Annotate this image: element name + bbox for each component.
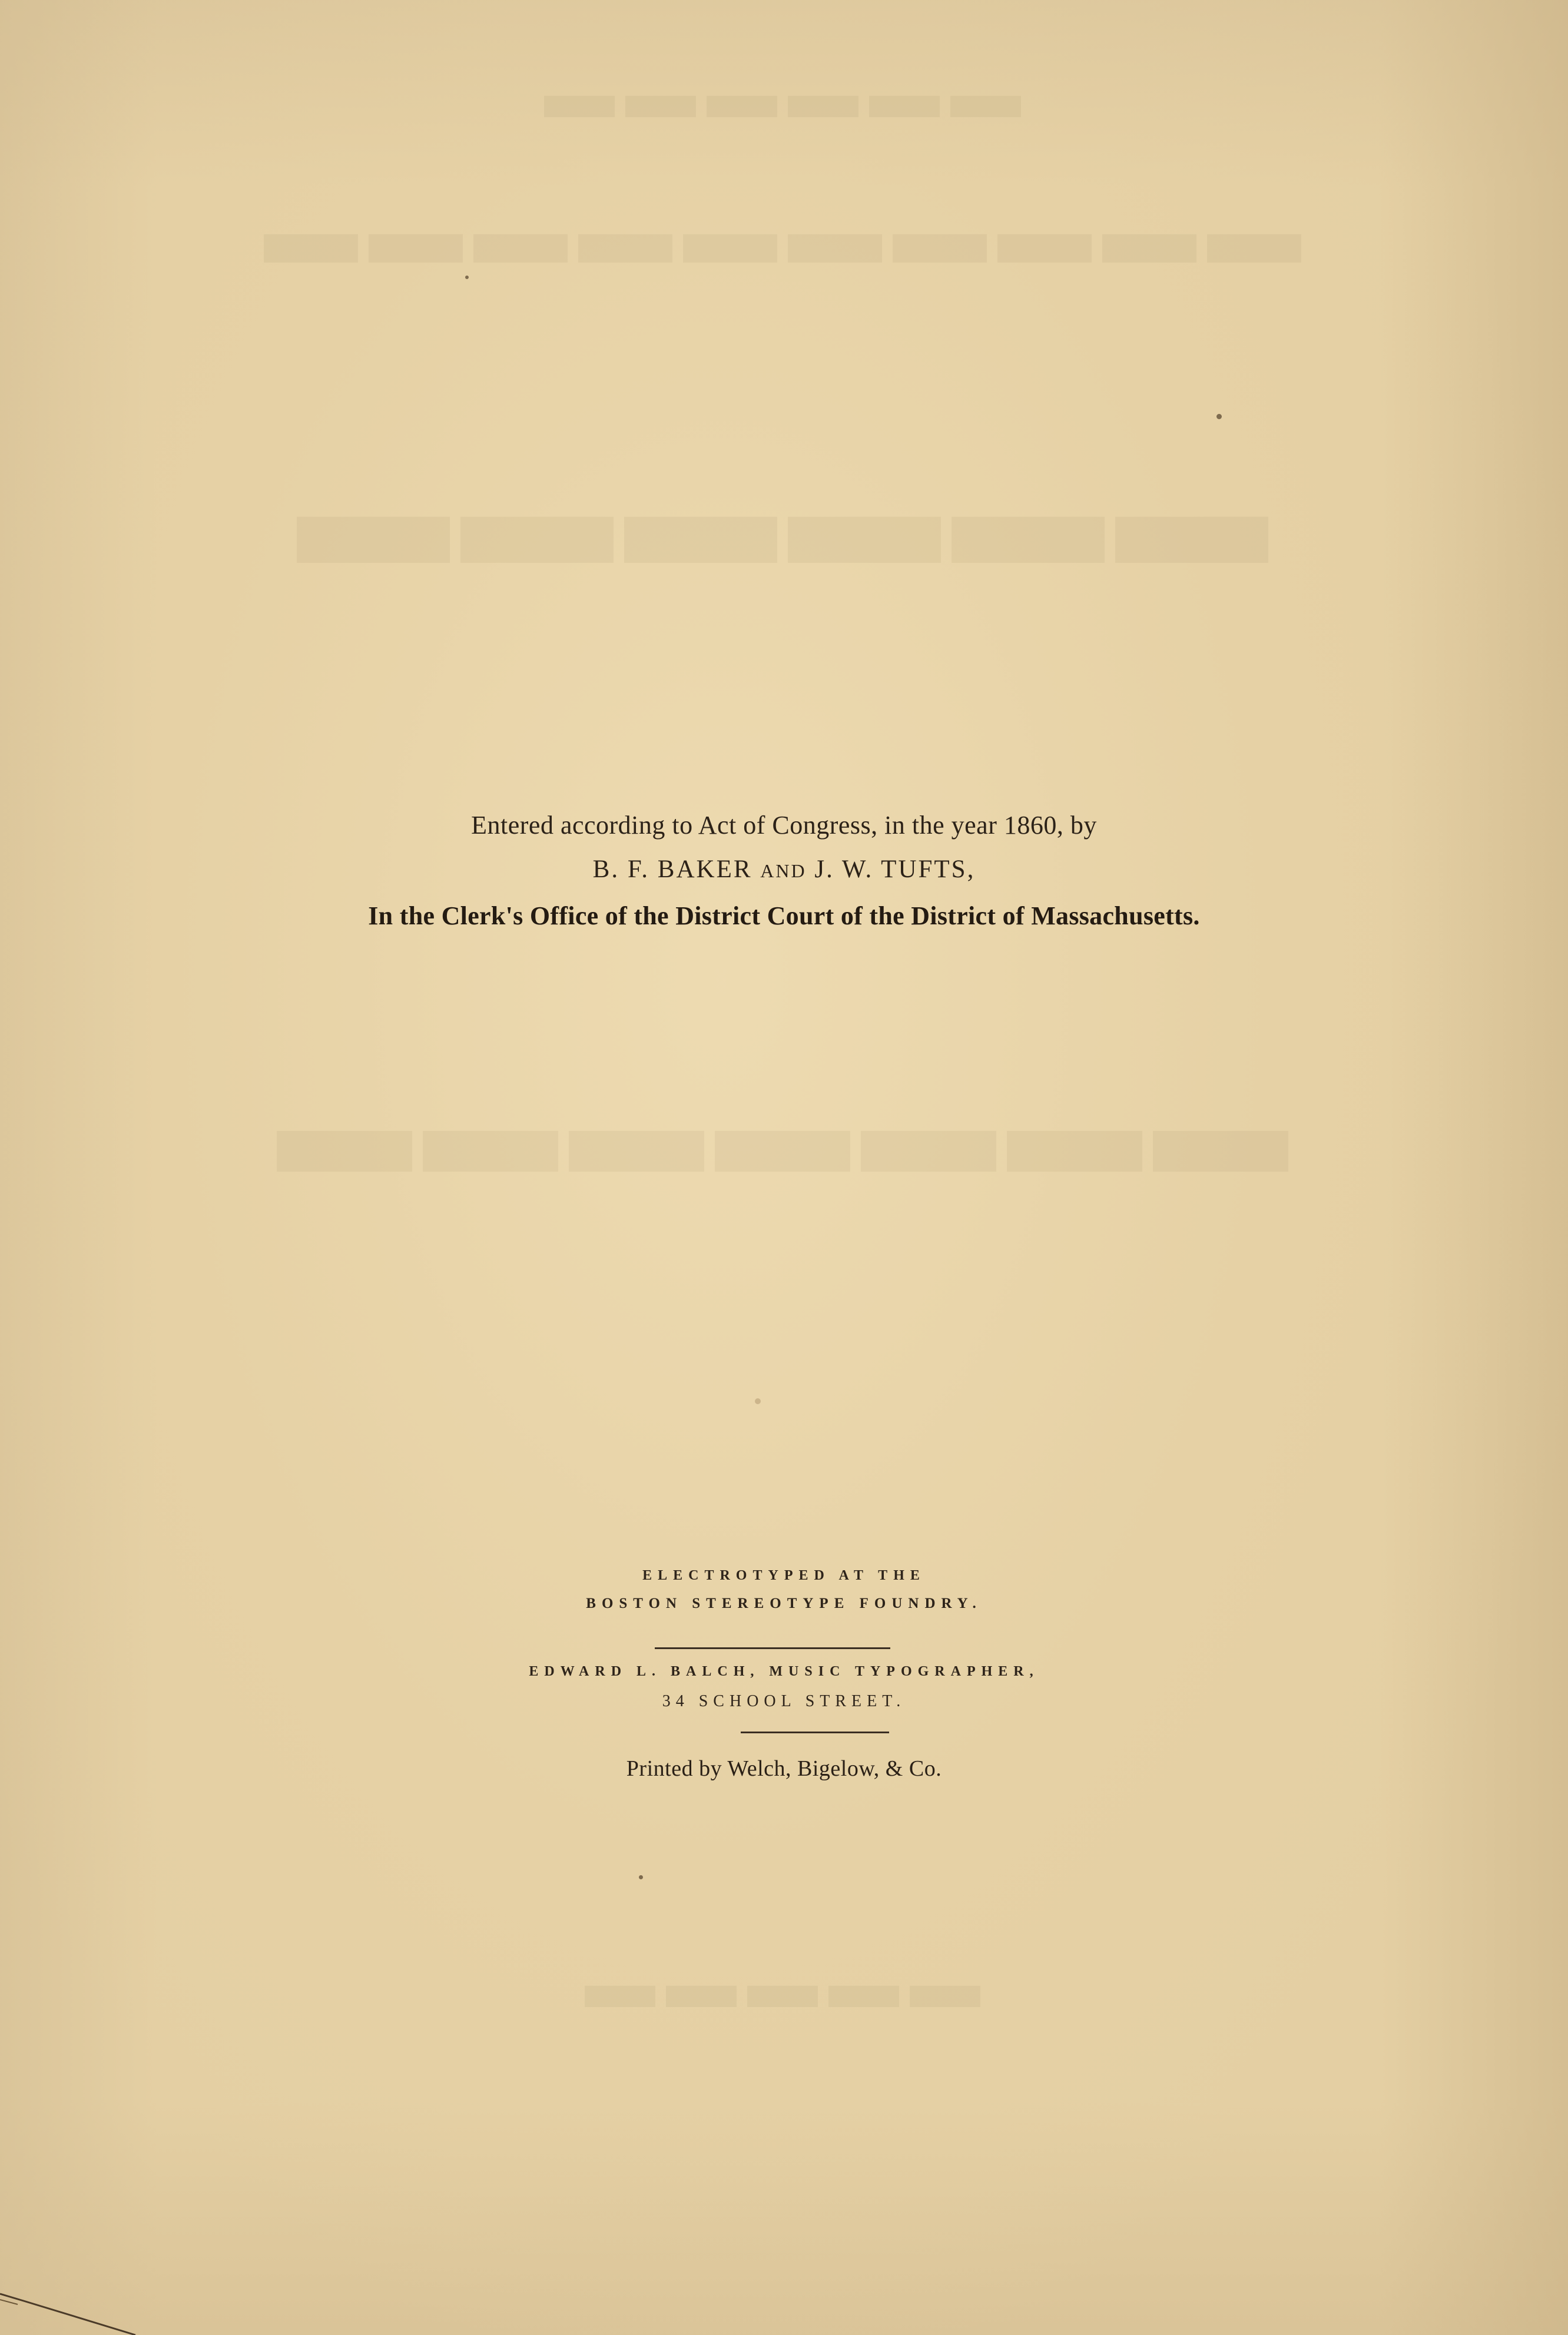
foundry-line: BOSTON STEREOTYPE FOUNDRY. (586, 1596, 982, 1611)
typographer-address-line: 34 SCHOOL STREET. (662, 1692, 906, 1710)
foxing-speck (639, 1875, 643, 1879)
author-baker: B. F. BAKER (592, 855, 761, 883)
divider-rule (655, 1647, 890, 1649)
foxing-speck (465, 276, 469, 279)
author-tufts: J. W. TUFTS, (806, 855, 976, 883)
printer-line: Printed by Welch, Bigelow, & Co. (626, 1756, 942, 1781)
divider-rule (741, 1732, 889, 1733)
copyright-authors-line (0, 855, 1568, 884)
page-corner-crease (0, 2258, 141, 2335)
and-small-caps: AND (760, 860, 807, 881)
copyright-office-line: In the Clerk's Office of the District Court of the District of Massachusetts. (368, 901, 1200, 930)
foxing-speck (755, 1398, 761, 1404)
typographer-line: EDWARD L. BALCH, MUSIC TYPOGRAPHER, (529, 1664, 1039, 1679)
copyright-entry-line: Entered according to Act of Congress, in the year 1860, by (471, 811, 1097, 840)
electrotyped-line: ELECTROTYPED AT THE (642, 1568, 926, 1583)
foxing-speck (1216, 414, 1222, 419)
